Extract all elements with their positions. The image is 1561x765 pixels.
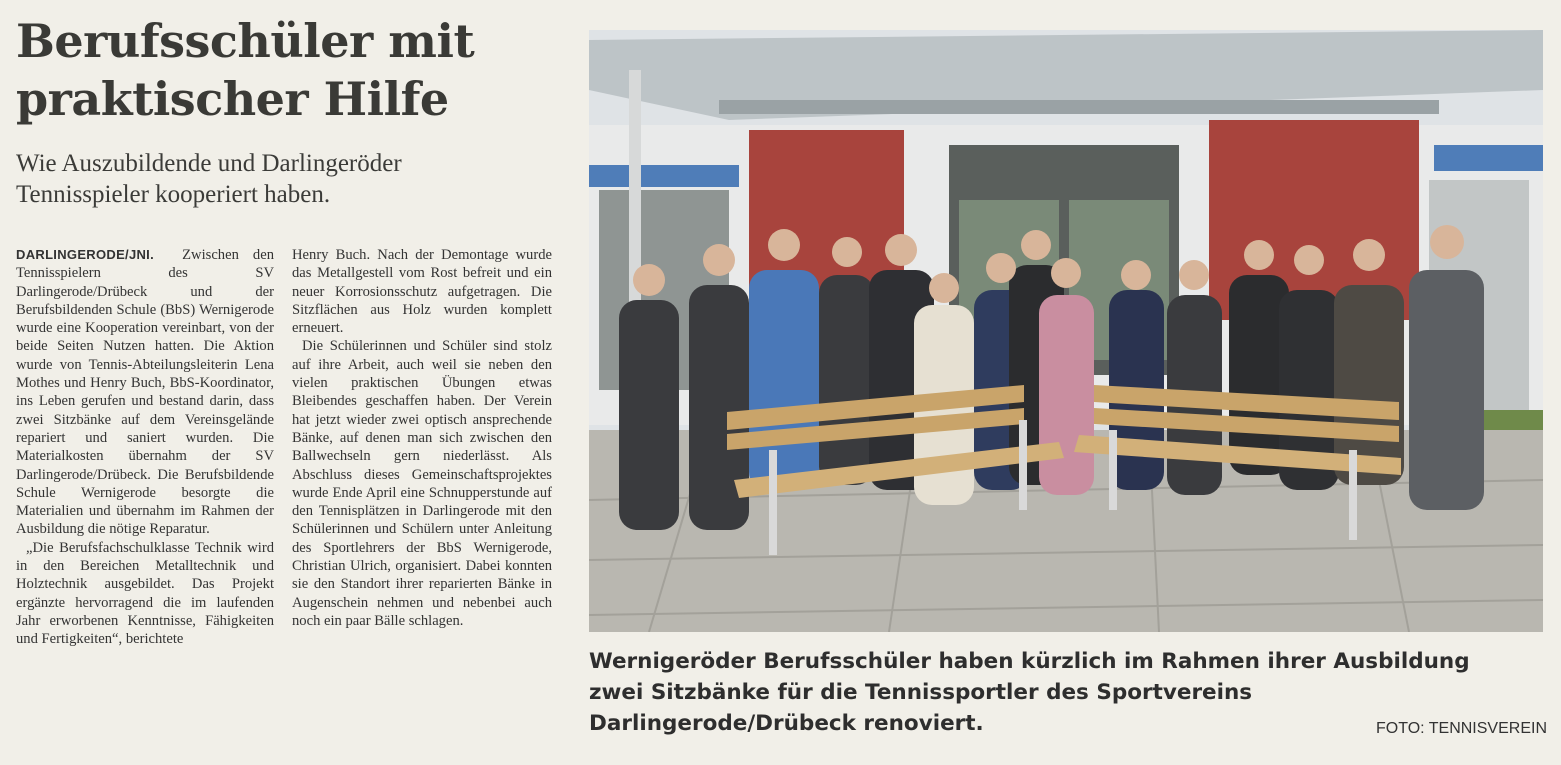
article-paragraph: „Die Berufsfachschulklasse Technik wird in den Bereichen Metalltechnik und Holztechnik ausgebildet. Das Projekt ergänzte hervorragend die im laufenden Jahr erworbenen Kenntnisse, Fähigkeiten und Fertigkeiten“, berichtete (16, 539, 274, 648)
article-photo (589, 30, 1543, 632)
blue-trim-left (589, 165, 739, 187)
subheadline-line-1: Wie Auszubildende und Darlingeröder (16, 150, 402, 177)
headline-line-1: Berufsschüler mit (16, 14, 475, 68)
article-paragraph: Henry Buch. Nach der Demontage wurde das Metallgestell vom Rost befreit und ein neuer Korrosionsschutz aufgetragen. Die Sitzflächen aus Holz wurden komplett erneuert. (292, 247, 552, 337)
blue-trim-right (1434, 145, 1543, 171)
headline-line-2: praktischer Hilfe (16, 72, 449, 126)
subheadline-line-2: Tennisspieler kooperiert haben. (16, 181, 331, 208)
subheadline (16, 148, 576, 210)
paragraph-text: Zwischen den Tennisspielern des SV Darlingerode/Drübeck und der Berufsbildenden Schule (BbS) Wernigerode wurde eine Kooperation vereinbart, von der beide Seiten Nutzen hatten. Die Aktion wurde von Tennis-Abteilungsleiterin Lena Mothes und Henry Buch, BbS-Koordinator, ins Leben gerufen und bestand darin, dass zwei Sitzbänke auf dem Vereinsgelände repariert und saniert wurden. Die Materialkosten übernahm der SV Darlingerode/Drübeck. Die Berufsbildende Schule Wernigerode besorgte die Materialien und übernahm im Rahmen der Ausbildung die nötige Reparatur. (16, 247, 274, 538)
photo-caption: Wernigeröder Berufsschüler haben kürzlich im Rahmen ihrer Ausbildung zwei Sitzbänke für die Tennissportler des Sportvereins Darlingerode/Drübeck renoviert. (589, 649, 1470, 736)
canopy-beam (719, 100, 1439, 114)
dateline: DARLINGERODE/JNI. (16, 247, 155, 262)
headline (16, 12, 576, 128)
article-paragraph (16, 246, 274, 539)
photo-credit: FOTO: TENNISVEREIN (1376, 720, 1547, 737)
article-column-1 (16, 246, 274, 649)
article-column-2 (292, 246, 552, 630)
article-paragraph: Die Schülerinnen und Schüler sind stolz auf ihre Arbeit, auch weil sie neben den vielen praktischen Übungen etwas Bleibendes geschaffen haben. Der Verein hat jetzt wieder zwei optisch ansprechende Bänke, auf denen man sich zwischen den Ballwechseln gern niederlässt. Als Abschluss dieses Gemeinschaftsprojektes wurde Ende April eine Schnupperstunde auf den Tennisplätzen in Darlingerode mit den Schülerinnen und Schülern unter Anleitung des Sportlehrers der BbS Wernigerode, Christian Ulrich, organisiert. Dabei konnten sie den Standort ihrer reparierten Bänke in Augenschein nehmen und nebenbei auch noch ein paar Bälle schlagen. (292, 338, 552, 629)
group-photo-illustration (589, 30, 1543, 632)
